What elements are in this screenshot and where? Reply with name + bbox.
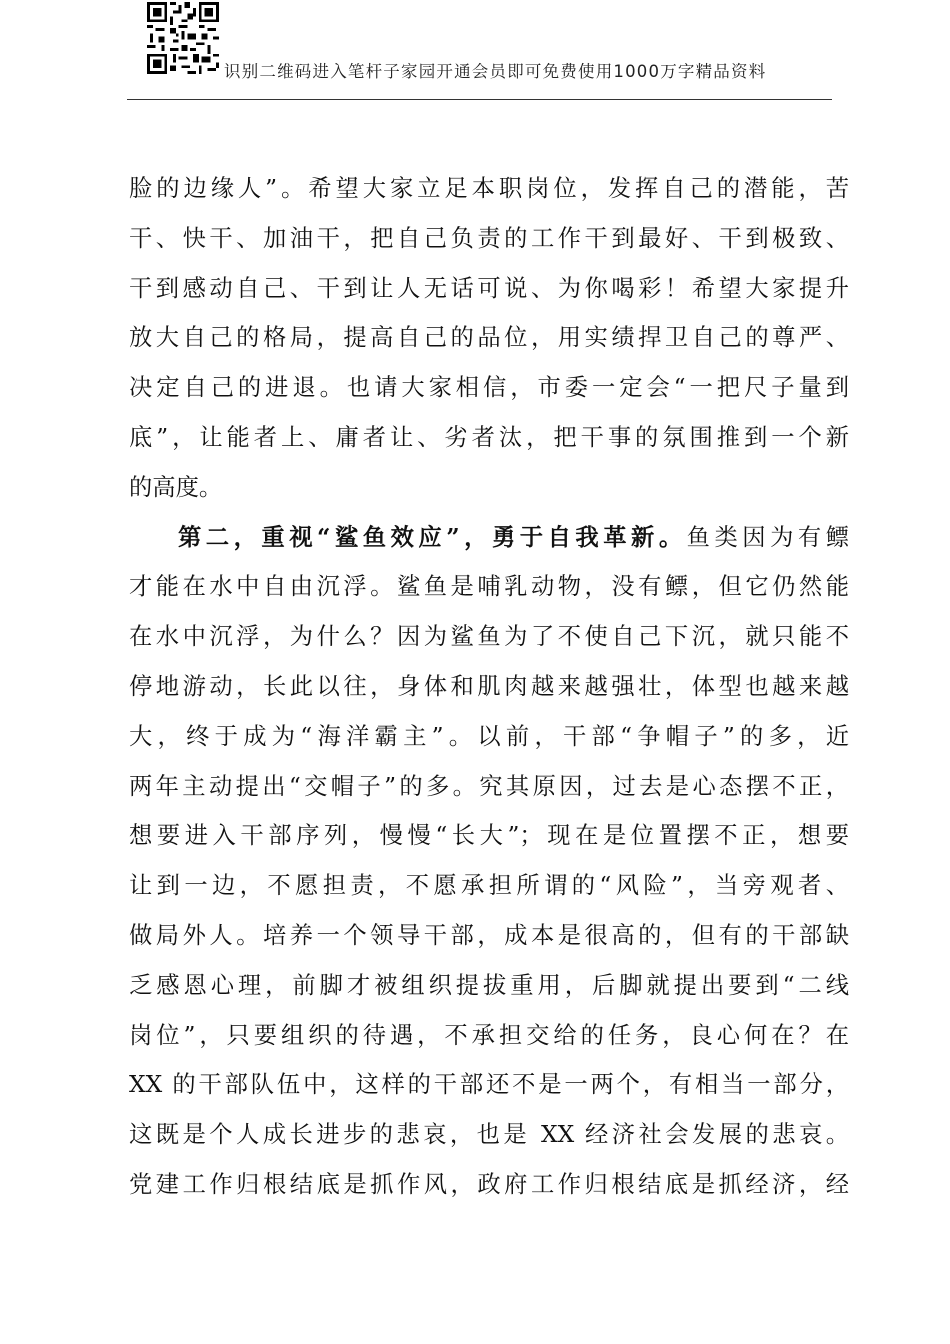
paragraph-1 (129, 164, 849, 513)
text-line: 让到一边，不愿担责，不愿承担所谓的“风险”，当旁观者、 (129, 872, 849, 900)
document-body (129, 164, 849, 1210)
text-line: 才能在水中自由沉浮。鲨鱼是哺乳动物，没有鳔，但它仍然能 (129, 573, 849, 601)
text-line: 大，终于成为“海洋霸主”。以前，干部“争帽子”的多，近 (129, 722, 849, 750)
text-line: 干到感动自己、干到让人无话可说、为你喝彩！希望大家提升 (129, 274, 849, 302)
header-promo-text: 识别二维码进入笔杆子家园开通会员即可免费使用1000万字精品资料 (224, 62, 767, 81)
text-line: 想要进入干部序列，慢慢“长大”；现在是位置摆不正，想要 (129, 822, 849, 850)
text-line: 岗位”，只要组织的待遇，不承担交给的任务，良心何在？在 (129, 1021, 849, 1049)
paragraph-2 (129, 513, 849, 1210)
header-divider (127, 99, 832, 100)
text-line: 决定自己的进退。也请大家相信，市委一定会“一把尺子量到 (129, 374, 849, 402)
text-line: 脸的边缘人”。希望大家立足本职岗位，发挥自己的潜能，苦 (129, 175, 849, 202)
text-line: 停地游动，长此以往，身体和肌肉越来越强壮，体型也越来越 (129, 672, 849, 700)
text-line: XX 的干部队伍中，这样的干部还不是一两个，有相当一部分， (129, 1071, 849, 1099)
qr-code (146, 2, 220, 74)
text-line: 两年主动提出“交帽子”的多。究其原因，过去是心态摆不正， (129, 772, 849, 800)
section-heading: 第二，重视“鲨鱼效应”，勇于自我革新。 (178, 523, 687, 551)
text-line: 党建工作归根结底是抓作风，政府工作归根结底是抓经济，经 (129, 1170, 849, 1198)
paragraph-first-line (129, 513, 849, 563)
text-run: 鱼类因为有鳔 (686, 523, 849, 551)
text-line: 放大自己的格局，提高自己的品位，用实绩捍卫自己的尊严、 (129, 324, 849, 352)
text-line: 的高度。 (129, 473, 223, 501)
text-line: 底”，让能者上、庸者让、劣者汰，把干事的氛围推到一个新 (129, 423, 849, 451)
text-line: 这既是个人成长进步的悲哀，也是 XX 经济社会发展的悲哀。 (129, 1121, 849, 1149)
text-line: 干、快干、加油干，把自己负责的工作干到最好、干到极致、 (129, 224, 849, 252)
text-line: 在水中沉浮，为什么？因为鲨鱼为了不使自己下沉，就只能不 (129, 623, 849, 651)
text-line: 做局外人。培养一个领导干部，成本是很高的，但有的干部缺 (129, 921, 849, 949)
text-line: 乏感恩心理，前脚才被组织提拔重用，后脚就提出要到“二线 (129, 971, 849, 999)
